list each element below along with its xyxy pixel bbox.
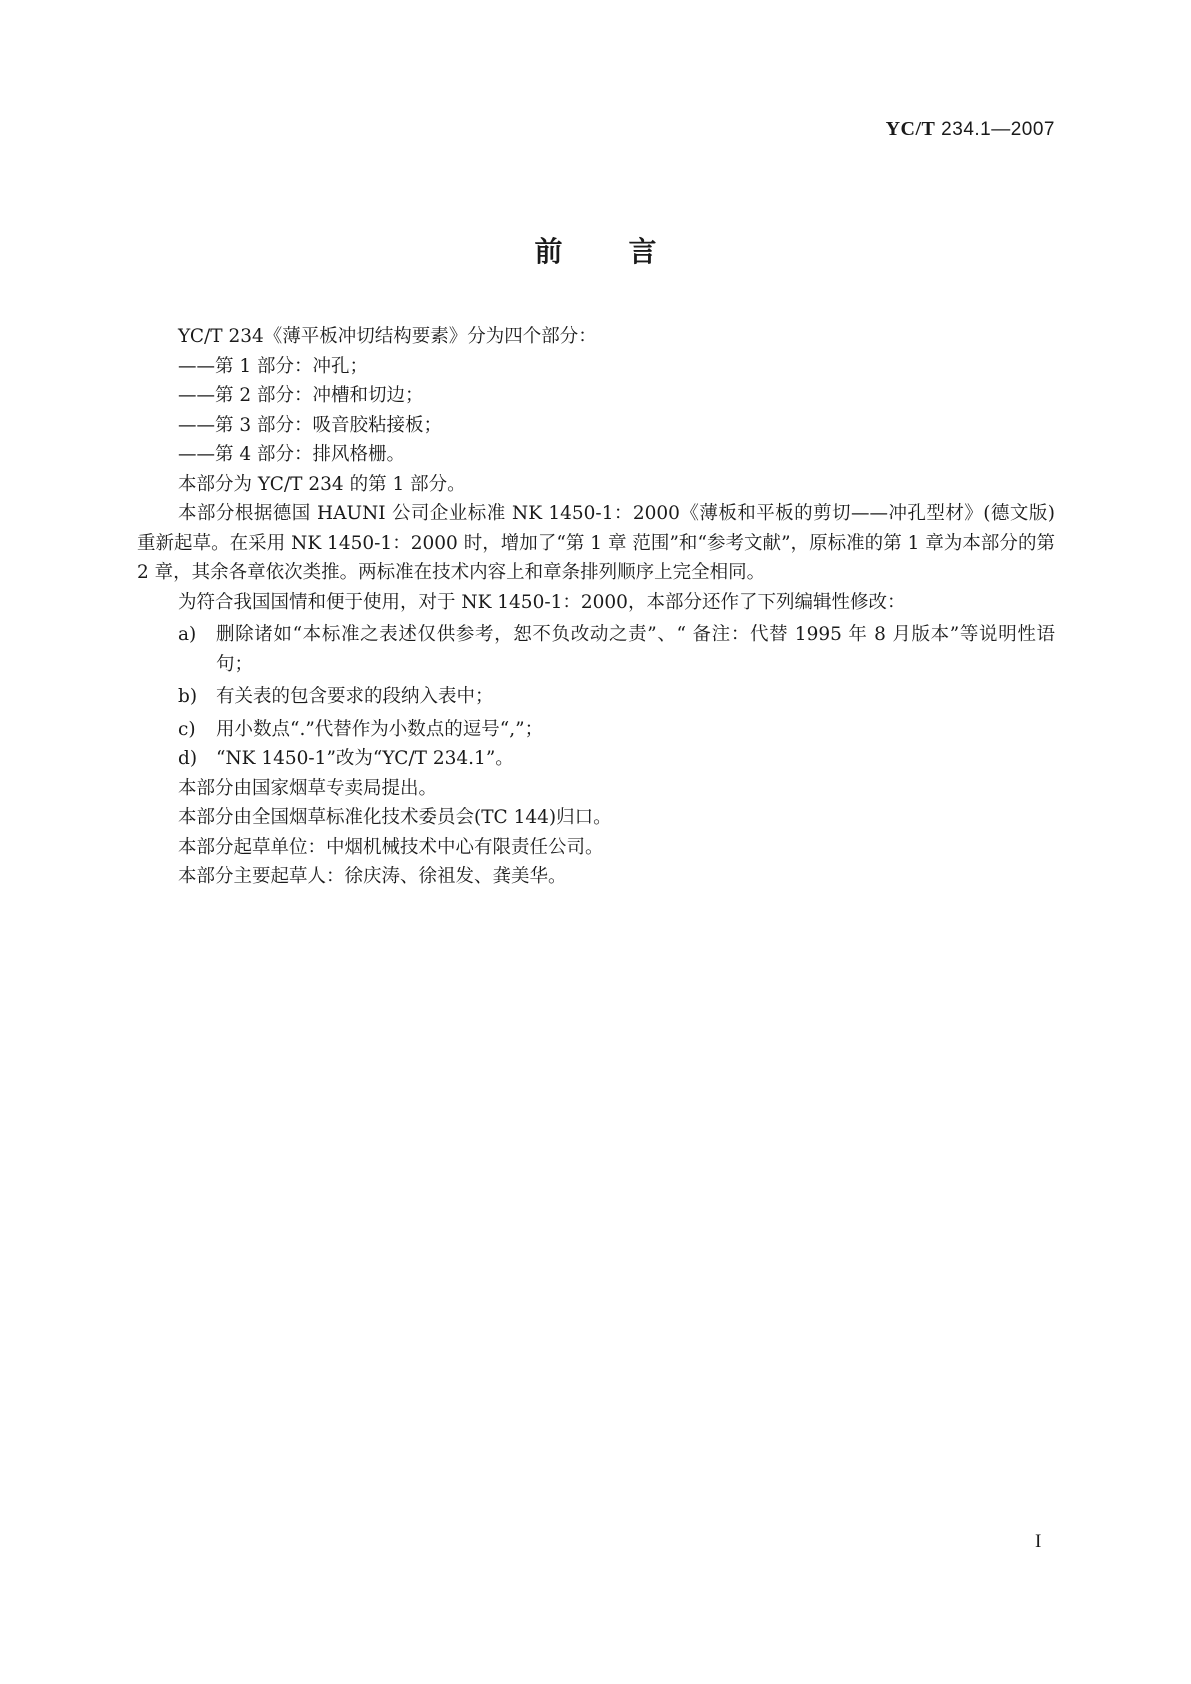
page-title xyxy=(0,230,1191,270)
part-list-item: ——第 1 部分：冲孔； xyxy=(178,355,369,377)
proposed-by: 本部分由国家烟草专卖局提出。 xyxy=(178,777,438,799)
parts-intro: YC/T 234《薄平板冲切结构要素》分为四个部分： xyxy=(178,326,597,347)
edit-item-text: 有关表的包含要求的段纳入表中； xyxy=(216,686,494,707)
standard-prefix: YC/T xyxy=(885,118,936,140)
edit-item-label: d) xyxy=(178,748,198,769)
document-code-header xyxy=(886,118,1055,141)
drafting-unit: 本部分起草单位：中烟机械技术中心有限责任公司。 xyxy=(178,836,604,858)
part-list-item: ——第 2 部分：冲槽和切边； xyxy=(178,385,424,406)
edits-intro: 为符合我国国情和便于使用，对于 NK 1450-1：2000，本部分还作了下列编辑性修改： xyxy=(178,591,906,613)
edit-item-a xyxy=(137,620,1055,679)
edit-item-text: 删除诸如“本标准之表述仅供参考，恕不负改动之责”、“ 备注：代替 1995 年 8 月版本”等说明性语句； xyxy=(216,624,1055,675)
edit-item-d xyxy=(137,744,1055,774)
edit-item-label: b) xyxy=(178,686,198,707)
page-number: I xyxy=(1035,1531,1042,1552)
part-list-item: ——第 3 部分：吸音胶粘接板； xyxy=(178,414,443,436)
drafters: 本部分主要起草人：徐庆涛、徐祖发、龚美华。 xyxy=(178,866,567,887)
edit-item-text: “NK 1450-1”改为“YC/T 234.1”。 xyxy=(216,748,514,769)
part-list-item: ——第 4 部分：排风格栅。 xyxy=(178,444,406,465)
edit-item-c xyxy=(137,715,1055,745)
edit-item-b xyxy=(137,682,1055,712)
edit-item-label: c) xyxy=(178,718,196,740)
title-char-2: 言 xyxy=(628,235,657,268)
edit-item-text: 用小数点“.”代替作为小数点的逗号“,”； xyxy=(216,718,544,740)
standard-number: 234.1—2007 xyxy=(935,119,1055,140)
this-part-statement: 本部分为 YC/T 234 的第 1 部分。 xyxy=(178,473,466,495)
title-char-1: 前 xyxy=(534,235,563,268)
basis-paragraph: 本部分根据德国 HAUNI 公司企业标准 NK 1450-1：2000《薄板和平板的剪切——冲孔型材》(德文版)重新起草。在采用 NK 1450-1：2000 时，增加了“第 1 章 范围”和“参考文献”，原标准的第 1 章为本部分的第 2 章，其余各章依次类推。两标准在技术内容上和章条排列顺序上完全相同。 xyxy=(137,503,1055,583)
edit-item-label: a) xyxy=(178,624,197,645)
foreword-body xyxy=(137,322,1055,892)
centralized-by: 本部分由全国烟草标准化技术委员会(TC 144)归口。 xyxy=(178,807,612,828)
